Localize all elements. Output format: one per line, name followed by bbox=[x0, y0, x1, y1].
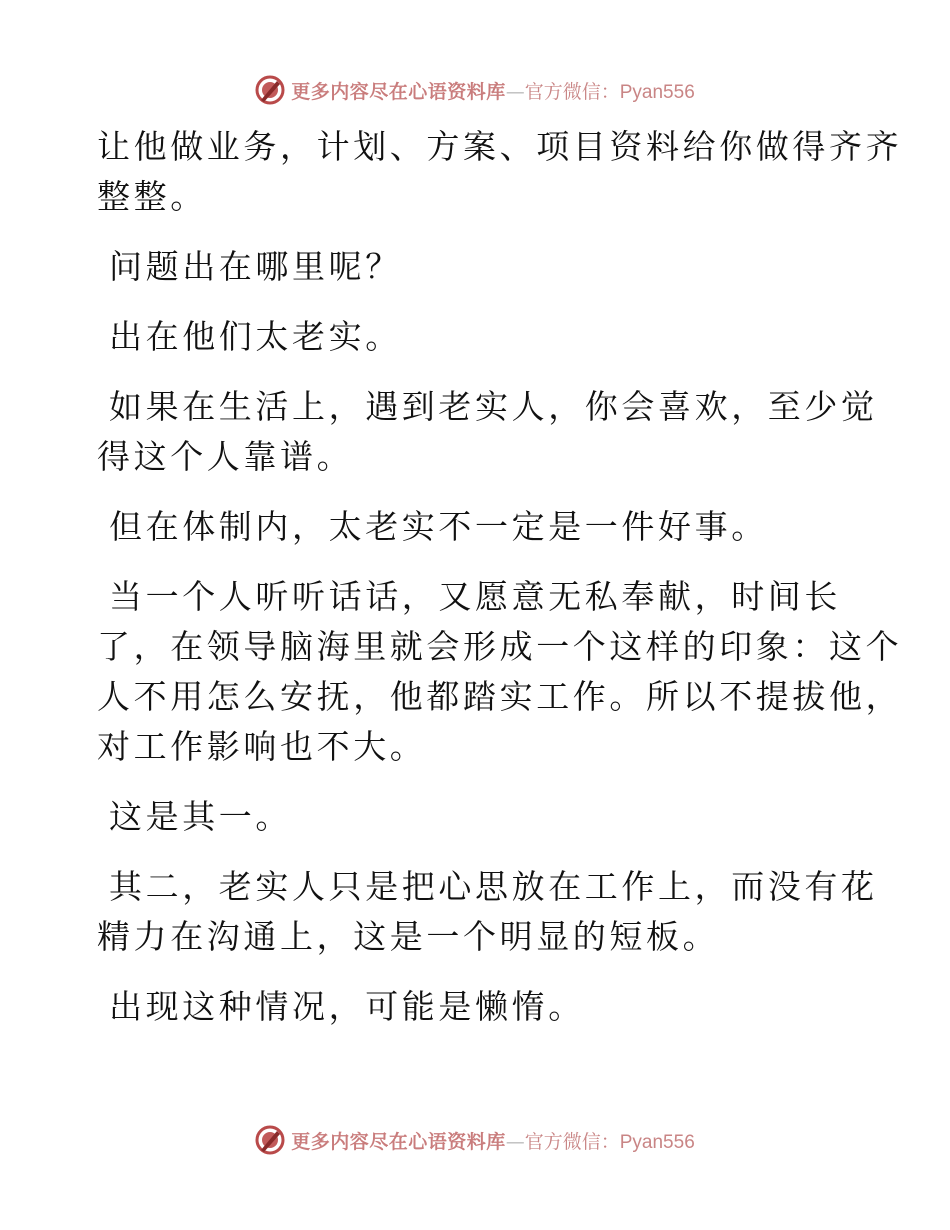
paragraph bbox=[97, 382, 878, 482]
quill-logo-icon bbox=[255, 1125, 285, 1155]
text-line: 其二，老实人只是把心思放在工作上，而没有花 bbox=[109, 867, 878, 906]
text-line: 出在他们太老实。 bbox=[109, 317, 402, 356]
header-watermark bbox=[0, 70, 950, 110]
text-line: 了，在领导脑海里就会形成一个这样的印象：这个 bbox=[97, 627, 903, 666]
paragraph bbox=[97, 242, 857, 292]
text-line: 让他做业务，计划、方案、项目资料给你做得齐齐 bbox=[97, 127, 903, 166]
watermark-wechat-id: Pyan556 bbox=[619, 81, 695, 103]
text-line: 精力在沟通上，这是一个明显的短板。 bbox=[97, 917, 720, 956]
text-line: 整整。 bbox=[97, 177, 207, 216]
watermark-separator: — bbox=[505, 80, 525, 103]
watermark-separator: — bbox=[505, 1130, 525, 1153]
watermark-brand: 更多内容尽在心语资料库 bbox=[291, 80, 506, 103]
paragraph bbox=[97, 982, 857, 1032]
watermark-text bbox=[291, 77, 695, 104]
watermark-brand: 更多内容尽在心语资料库 bbox=[291, 1130, 506, 1153]
paragraph bbox=[97, 502, 857, 552]
watermark-text bbox=[291, 1127, 695, 1154]
text-line: 这是其一。 bbox=[109, 797, 292, 836]
text-line: 问题出在哪里呢？ bbox=[109, 247, 402, 286]
document-body bbox=[97, 122, 903, 1052]
watermark-wechat-label: 官方微信： bbox=[524, 80, 620, 103]
text-line: 当一个人听听话话，又愿意无私奉献，时间长 bbox=[109, 577, 841, 616]
paragraph bbox=[97, 122, 903, 222]
quill-logo-icon bbox=[255, 75, 285, 105]
text-line: 出现这种情况，可能是懒惰。 bbox=[109, 987, 585, 1026]
text-line: 对工作影响也不大。 bbox=[97, 727, 427, 766]
watermark-wechat-id: Pyan556 bbox=[619, 1131, 695, 1153]
footer-watermark bbox=[0, 1120, 950, 1160]
watermark-wechat-label: 官方微信： bbox=[524, 1130, 620, 1153]
text-line: 但在体制内，太老实不一定是一件好事。 bbox=[109, 507, 768, 546]
text-line: 得这个人靠谱。 bbox=[97, 437, 354, 476]
paragraph bbox=[97, 312, 857, 362]
text-line: 人不用怎么安抚，他都踏实工作。所以不提拔他， bbox=[97, 677, 903, 716]
paragraph bbox=[97, 862, 878, 962]
paragraph bbox=[97, 792, 857, 842]
text-line: 如果在生活上，遇到老实人，你会喜欢，至少觉 bbox=[109, 387, 878, 426]
paragraph bbox=[97, 572, 903, 772]
